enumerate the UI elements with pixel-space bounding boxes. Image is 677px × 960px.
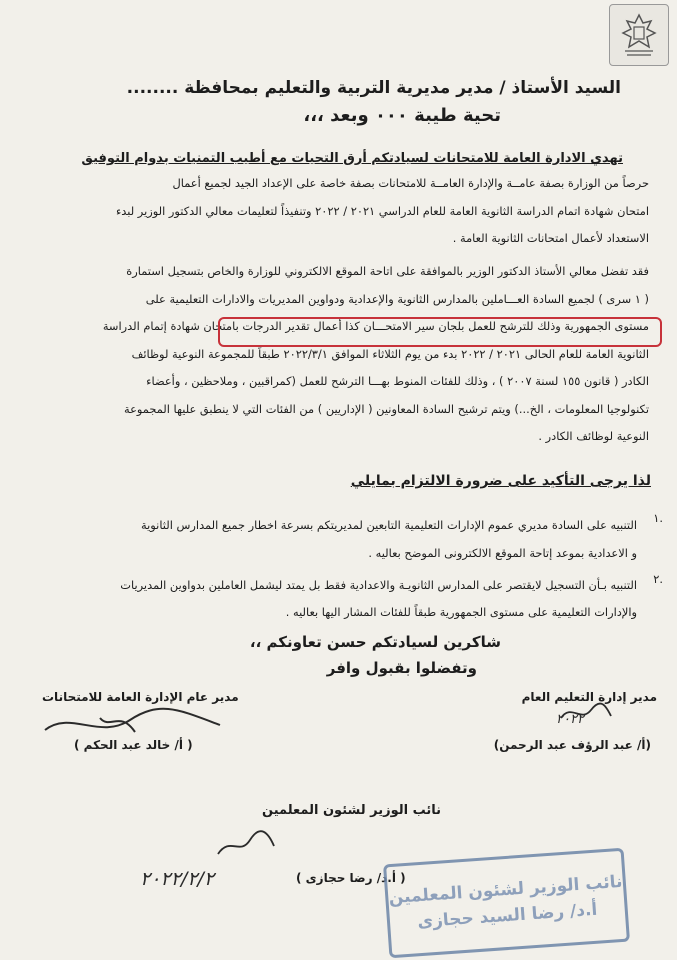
paragraph-line: النوعية لوظائف الكادر . — [538, 429, 649, 443]
right-handwritten-date: ٢٠٢٢ — [556, 712, 584, 727]
paragraph-line: امتحان شهادة اتمام الدراسة الثانوية العامة للعام الدراسي ٢٠٢١ / ٢٠٢٢ وتنفيذاً لتعليمات معالي الدكتور الوزير لبدء — [115, 203, 649, 218]
paragraph-line: ( ١ سرى ) لجميع السادة العـــاملين بالمدارس الثانوية والإعدادية ودواوين المديريات والادارات التعليمية على — [145, 291, 649, 306]
stamp-line: نائب الوزير لشئون المعلمين — [388, 871, 624, 909]
addressee-line: السيد الأستاذ / مدير مديرية التربية والتعليم بمحافظة ........ — [126, 78, 621, 98]
paragraph-2 — [27, 258, 649, 451]
paragraph-line: الاستعداد لأعمال امتحانات الثانوية العامة . — [452, 231, 649, 245]
left-signatory-title: مدير عام الإدارة العامة للامتحانات — [42, 690, 239, 704]
paragraph-line: حرصاً من الوزارة بصفة عامــة والإدارة العامــة للامتحانات بصفة خاصة على الإعداد الجيد لجميع أعمال — [172, 176, 649, 190]
deputy-name: ( أ.د/ رضا حجازى ) — [296, 871, 406, 885]
list-item — [120, 572, 637, 626]
deputy-title: نائب الوزير لشئون المعلمين — [262, 803, 442, 818]
item-number: ١. — [653, 511, 663, 525]
list-item-line: التنبيه بـأن التسجيل لايقتصر على المدارس الثانويـة والاعدادية فقط بل يمتد ليشمل العاملين بدواوين المديريات — [120, 578, 637, 592]
greeting-line: تحية طيبة ٠٠٠ وبعد ،،، — [303, 105, 501, 126]
paragraph-1 — [27, 170, 649, 253]
item-number: ٢. — [653, 572, 663, 586]
official-stamp — [383, 848, 630, 959]
paragraph-line: فقد تفضل معالي الأستاذ الدكتور الوزير بالموافقة على اتاحة الموقع الالكتروني للوزارة والخاص بتسجيل استمارة — [126, 264, 649, 278]
stamp-line: أ.د/ رضا السيد حجازى — [416, 899, 598, 933]
emphasis-heading: لذا يرجى التأكيد على ضرورة الالتزام بمايلي — [350, 473, 651, 489]
paragraph-line: الثانوية العامة للعام الحالى ٢٠٢١ / ٢٠٢٢ بدء من يوم الثلاثاء الموافق ٢٠٢٢/٣/١ طبقاً للمجموعة النوعية لوظائف — [131, 346, 649, 361]
list-item — [141, 511, 637, 567]
thanks-line: شاكرين لسيادتكم حسن تعاونكم ،، — [249, 633, 501, 651]
list-item-line: التنبيه على السادة مديري عموم الإدارات التعليمية التابعين لمديريتكم بسرعة اخطار جميع المدارس الثانوية — [141, 518, 637, 532]
deputy-handwritten-signature — [210, 826, 280, 866]
closing-line: وتفضلوا بقبول وافر — [326, 659, 477, 677]
list-item-line: والإدارات التعليمية على مستوى الجمهورية طبقاً للفئات المشار اليها بعاليه . — [285, 605, 637, 619]
right-signatory-name: (أ/ عبد الرؤف عبد الرحمن) — [493, 738, 651, 752]
list-item-line: و الاعدادية بموعد إتاحة الموقع الالكترونى الموضح بعاليه . — [368, 546, 637, 560]
intro-line: تهدي الادارة العامة للامتحانات لسيادتكم أرق التحيات مع أطيب التمنيات بدوام التوفيق — [81, 151, 623, 166]
paragraph-line: الكادر ( قانون ١٥٥ لسنة ٢٠٠٧ ) ، وذلك للفئات المنوط بهـــا الترشح للعمل (كمراقبين ، وملاحظين ، وأعضاء — [146, 374, 649, 388]
egypt-eagle-emblem-icon — [617, 11, 661, 59]
handwritten-date: ٢٠٢٢/٢/٢ — [140, 868, 215, 890]
ministry-logo — [609, 4, 669, 66]
paragraph-line: مستوى الجمهورية وذلك للترشح للعمل بلجان سير الامتحـــان كذا أعمال تقدير الدرجات بامتحان شهادة إتمام الدراسة — [102, 319, 649, 333]
highlight-box — [218, 317, 662, 347]
right-signatory-title: مدير إدارة التعليم العام — [521, 690, 657, 704]
left-signatory-name: ( أ/ خالد عبد الحكم ) — [74, 738, 193, 752]
paragraph-line: تكنولوجيا المعلومات ، الخ...) ويتم ترشيح السادة المعاونين ( الإداريين ) من الفئات التي لا ينطبق عليها المجموعة — [123, 401, 649, 416]
